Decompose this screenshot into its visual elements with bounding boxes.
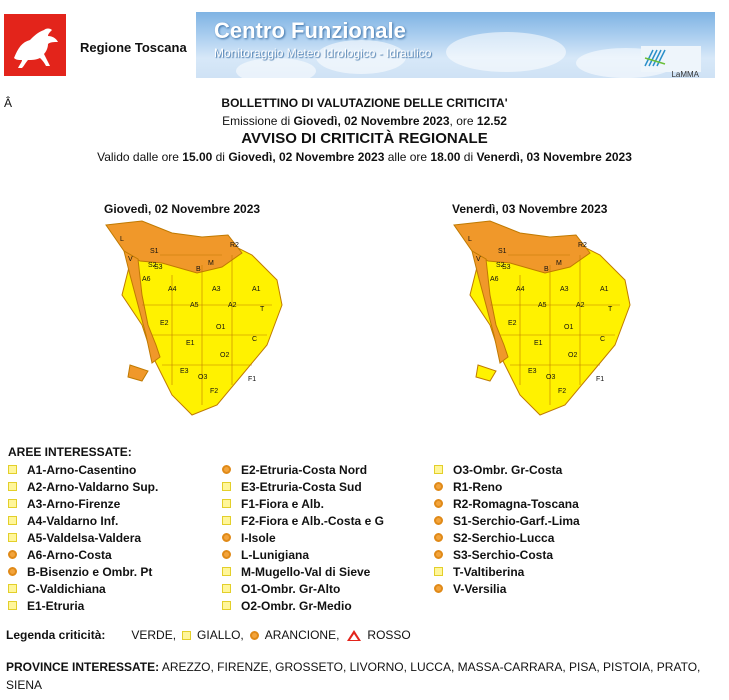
area-label: E2-Etruria-Costa Nord [241,462,368,477]
svg-text:E2: E2 [508,320,517,327]
area-label: B-Bisenzio e Ombr. Pt [27,564,153,579]
area-label: O2-Ombr. Gr-Medio [241,598,352,613]
area-item [434,546,580,563]
area-label: T-Valtiberina [453,564,525,579]
yellow-square-icon [222,584,231,593]
orange-circle-icon [222,533,231,542]
area-label: V-Versilia [453,581,507,596]
area-item [8,478,158,495]
header [0,0,729,86]
emission-line: Emissione di Giovedì, 02 Novembre 2023, ore 12.52 [222,114,507,128]
area-item [222,529,384,546]
area-label: F2-Fiora e Alb.-Costa e G [241,513,384,528]
area-item [8,563,158,580]
map-left-title: Giovedì, 02 Novembre 2023 [104,202,261,216]
area-label: L-Lunigiana [241,547,309,562]
map-right [450,215,640,425]
areas-col-1 [8,461,158,614]
yellow-square-icon [8,584,17,593]
area-item [222,546,384,563]
toscana-map-right [450,215,640,425]
orange-circle-icon [222,465,231,474]
orange-circle-icon [434,584,443,593]
svg-text:L: L [468,236,472,243]
area-label: E3-Etruria-Costa Sud [241,479,362,494]
svg-text:O2: O2 [220,352,230,359]
svg-text:R2: R2 [578,242,587,249]
area-label: O1-Ombr. Gr-Alto [241,581,341,596]
bulletin-title: BOLLETTINO DI VALUTAZIONE DELLE CRITICITA' [221,96,508,110]
legend-rosso: ROSSO [367,628,411,642]
area-label: E1-Etruria [27,598,85,613]
area-item [434,478,580,495]
yellow-square-icon [222,567,231,576]
area-item [434,461,580,478]
orange-circle-icon [250,631,259,640]
area-item [222,495,384,512]
legend-label: Legenda criticità: [6,628,106,642]
centro-funzionale-banner [196,12,715,78]
area-item [434,563,580,580]
svg-text:A5: A5 [538,302,547,309]
area-item [434,495,580,512]
area-label: O3-Ombr. Gr-Costa [453,462,563,477]
svg-text:E1: E1 [534,340,543,347]
svg-text:A1: A1 [252,286,261,293]
yellow-square-icon [8,533,17,542]
svg-text:F1: F1 [248,376,257,383]
area-item [8,461,158,478]
provinces [6,658,706,694]
svg-text:E2: E2 [160,320,169,327]
map-left [102,215,292,425]
yellow-square-icon [8,516,17,525]
area-label: S1-Serchio-Garf.-Lima [453,513,580,528]
lamma-label: LaMMA [671,70,699,78]
toscana-map-left [102,215,292,425]
svg-text:S2: S2 [496,262,505,269]
area-label: A1-Arno-Casentino [27,462,137,477]
area-label: M-Mugello-Val di Sieve [241,564,371,579]
yellow-square-icon [434,567,443,576]
emission-date: Giovedì, 02 Novembre 2023 [293,114,450,128]
area-item [222,597,384,614]
area-label: A5-Valdelsa-Valdera [27,530,142,545]
svg-text:M: M [208,260,214,267]
area-label: I-Isole [241,530,276,545]
svg-text:S3: S3 [154,264,163,271]
svg-text:A2: A2 [228,302,237,309]
svg-text:M: M [556,260,562,267]
stray-character: Â [4,96,13,110]
area-item [222,461,384,478]
svg-text:E1: E1 [186,340,195,347]
area-label: A3-Arno-Firenze [27,496,121,511]
area-item [434,512,580,529]
red-triangle-icon [347,630,361,641]
area-item [434,580,580,597]
yellow-square-icon [8,465,17,474]
area-item [222,478,384,495]
svg-text:F1: F1 [596,376,605,383]
svg-text:A3: A3 [212,286,221,293]
svg-text:A2: A2 [576,302,585,309]
yellow-square-icon [8,499,17,508]
area-item [434,529,580,546]
svg-text:A6: A6 [142,276,151,283]
map-right-title: Venerdì, 03 Novembre 2023 [452,202,608,216]
area-item [222,580,384,597]
svg-text:L: L [120,236,124,243]
yellow-square-icon [8,601,17,610]
svg-text:A4: A4 [168,286,177,293]
svg-text:E3: E3 [180,368,189,375]
provinces-list: AREZZO, FIRENZE, GROSSETO, LIVORNO, LUCCA, MASSA-CARRARA, PISA, PISTOIA, PRATO, SIENA [6,660,701,692]
areas-col-3 [434,461,580,597]
legend-arancione: ARANCIONE, [264,628,340,642]
area-label: F1-Fiora e Alb. [241,496,324,511]
area-label: A6-Arno-Costa [27,547,112,562]
area-item [8,512,158,529]
orange-circle-icon [434,482,443,491]
area-label: S2-Serchio-Lucca [453,530,555,545]
banner-title: Centro Funzionale [214,18,406,43]
yellow-square-icon [8,482,17,491]
region-name: Regione Toscana [80,40,187,55]
areas-col-2 [222,461,384,614]
svg-text:O1: O1 [216,324,226,331]
area-item [8,495,158,512]
regione-toscana-logo [4,14,66,76]
area-label: R2-Romagna-Toscana [453,496,579,511]
yellow-square-icon [222,482,231,491]
yellow-square-icon [222,601,231,610]
legend-verde: VERDE, [131,628,177,642]
provinces-label: PROVINCE INTERESSATE: [6,660,160,674]
yellow-square-icon [182,631,191,640]
svg-text:R2: R2 [230,242,239,249]
svg-text:O1: O1 [564,324,574,331]
lamma-logo-icon [641,46,701,72]
svg-text:T: T [260,306,265,313]
area-label: A4-Valdarno Inf. [27,513,119,528]
yellow-square-icon [434,465,443,474]
svg-text:A4: A4 [516,286,525,293]
legend [6,628,411,642]
orange-circle-icon [222,550,231,559]
validity-line: Valido dalle ore 15.00 di Giovedì, 02 Novembre 2023 alle ore 18.00 di Venerdì, 03 Novembre 2023 [97,150,632,164]
areas-title: AREE INTERESSATE: [8,445,132,459]
yellow-square-icon [222,516,231,525]
svg-text:V: V [476,256,481,263]
svg-text:F2: F2 [210,388,219,395]
orange-circle-icon [434,516,443,525]
area-item [8,580,158,597]
area-item [222,512,384,529]
orange-circle-icon [8,567,17,576]
area-item [222,563,384,580]
svg-text:C: C [252,336,258,343]
svg-text:A3: A3 [560,286,569,293]
svg-text:S1: S1 [150,248,159,255]
svg-text:A1: A1 [600,286,609,293]
svg-text:B: B [544,266,549,273]
area-item [8,597,158,614]
svg-text:C: C [600,336,606,343]
banner-subtitle: Monitoraggio Meteo Idrologico - Idraulico [214,46,432,60]
svg-text:O3: O3 [198,374,208,381]
svg-text:F2: F2 [558,388,567,395]
svg-text:A5: A5 [190,302,199,309]
svg-text:O2: O2 [568,352,578,359]
area-label: A2-Arno-Valdarno Sup. [27,479,159,494]
svg-text:V: V [128,256,133,263]
svg-text:S1: S1 [498,248,507,255]
area-label: C-Valdichiana [27,581,106,596]
area-label: S3-Serchio-Costa [453,547,554,562]
orange-circle-icon [434,533,443,542]
emission-time: 12.52 [476,114,507,128]
alert-title: AVVISO DI CRITICITÀ REGIONALE [241,130,488,147]
area-label: R1-Reno [453,479,503,494]
svg-text:T: T [608,306,613,313]
area-item [8,529,158,546]
area-item [8,546,158,563]
svg-text:A6: A6 [490,276,499,283]
svg-text:S3: S3 [502,264,511,271]
yellow-square-icon [222,499,231,508]
svg-text:S2: S2 [148,262,157,269]
svg-text:B: B [196,266,201,273]
orange-circle-icon [434,550,443,559]
svg-text:E3: E3 [528,368,537,375]
legend-giallo: GIALLO, [197,628,244,642]
svg-text:O3: O3 [546,374,556,381]
orange-circle-icon [8,550,17,559]
orange-circle-icon [434,499,443,508]
